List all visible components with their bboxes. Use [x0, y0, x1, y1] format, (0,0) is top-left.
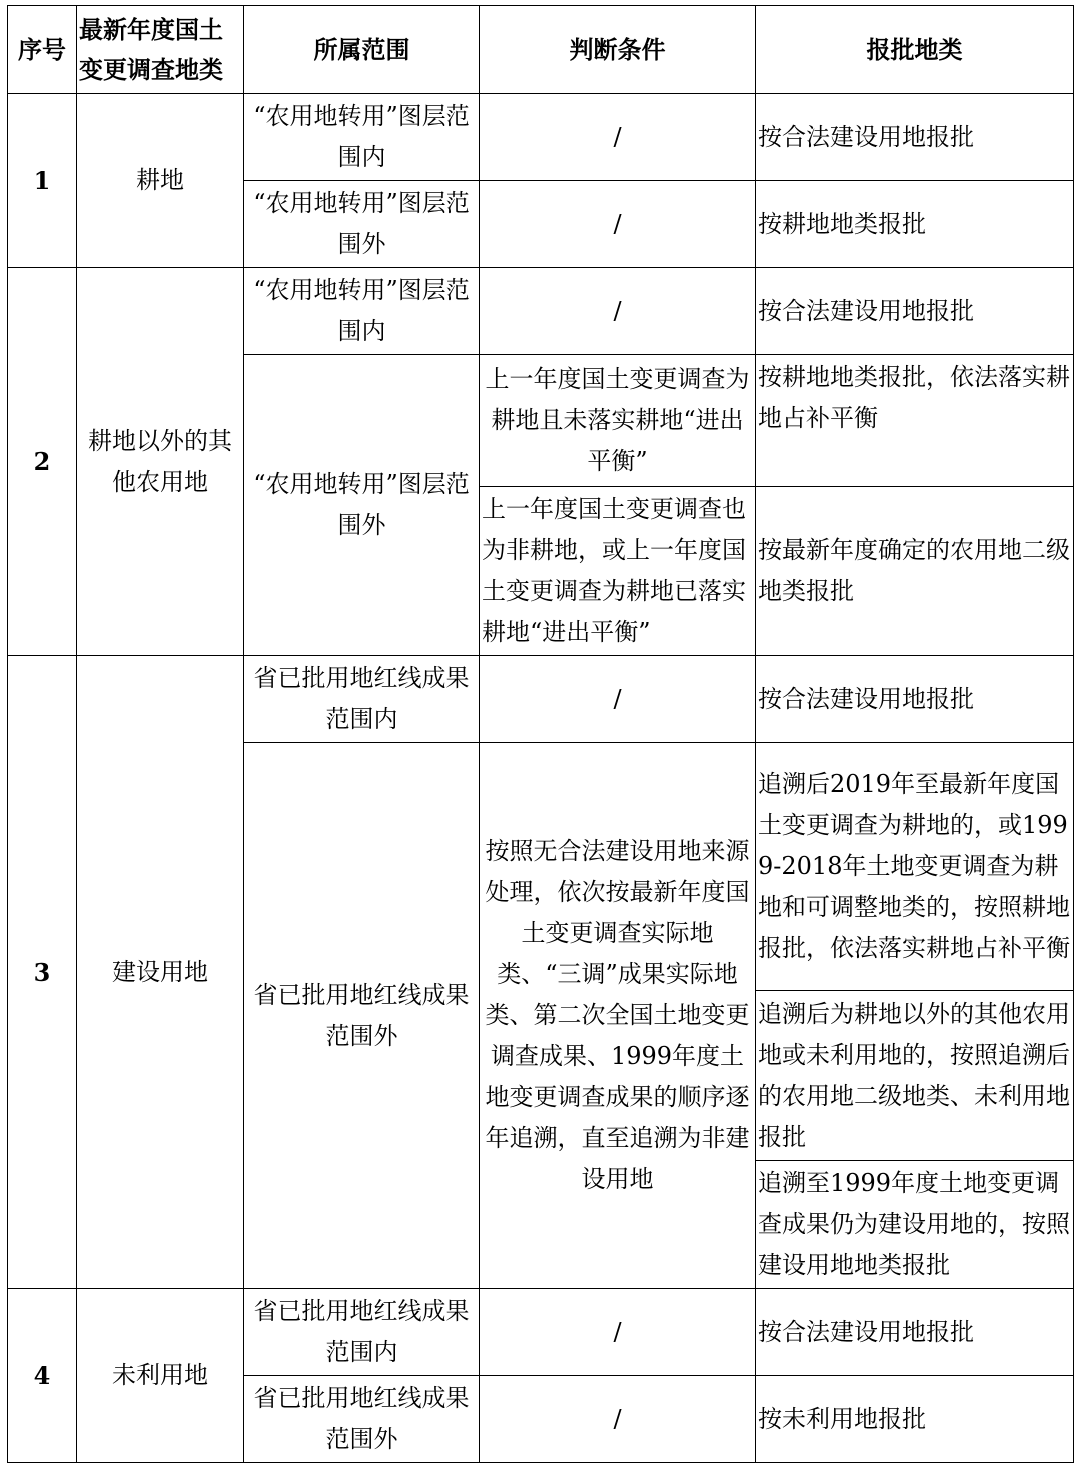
row-land-class: 耕地以外的其他农用地	[77, 268, 244, 656]
header-condition: 判断条件	[480, 6, 756, 94]
row-land-class: 未利用地	[77, 1289, 244, 1463]
land-approval-table	[7, 5, 1074, 1463]
row-approval: 按耕地地类报批，依法落实耕地占补平衡	[756, 355, 1074, 487]
row-approval: 按耕地地类报批	[756, 181, 1074, 268]
row-approval: 按合法建设用地报批	[756, 1289, 1074, 1376]
table-row	[8, 94, 1074, 181]
row-scope: “农用地转用”图层范围外	[244, 181, 480, 268]
row-condition: /	[480, 94, 756, 181]
row-seq: 3	[8, 656, 77, 1289]
row-approval: 按最新年度确定的农用地二级地类报批	[756, 487, 1074, 656]
row-seq: 2	[8, 268, 77, 656]
row-condition: 按照无合法建设用地来源处理，依次按最新年度国土变更调查实际地类、“三调”成果实际地类、第二次全国土地变更调查成果、1999年度土地变更调查成果的顺序逐年追溯，直至追溯为非建设用地	[480, 743, 756, 1289]
header-scope: 所属范围	[244, 6, 480, 94]
header-seq: 序号	[8, 6, 77, 94]
header-row	[8, 6, 1074, 94]
row-approval: 按合法建设用地报批	[756, 94, 1074, 181]
row-condition: 上一年度国土变更调查为耕地且未落实耕地“进出平衡”	[480, 355, 756, 487]
row-seq: 4	[8, 1289, 77, 1463]
row-scope: 省已批用地红线成果范围外	[244, 1376, 480, 1463]
row-approval: 追溯至1999年度土地变更调查成果仍为建设用地的，按照建设用地地类报批	[756, 1161, 1074, 1289]
row-condition: /	[480, 1376, 756, 1463]
row-scope: 省已批用地红线成果范围外	[244, 743, 480, 1289]
row-approval: 按未利用地报批	[756, 1376, 1074, 1463]
table-row	[8, 268, 1074, 355]
row-land-class: 建设用地	[77, 656, 244, 1289]
row-seq: 1	[8, 94, 77, 268]
row-land-class: 耕地	[77, 94, 244, 268]
row-condition: /	[480, 181, 756, 268]
row-scope: 省已批用地红线成果范围内	[244, 656, 480, 743]
row-scope: “农用地转用”图层范围内	[244, 268, 480, 355]
table-row	[8, 1289, 1074, 1376]
row-approval: 追溯后2019年至最新年度国土变更调查为耕地的，或1999-2018年土地变更调查为耕地和可调整地类的，按照耕地报批，依法落实耕地占补平衡	[756, 743, 1074, 991]
row-approval: 追溯后为耕地以外的其他农用地或未利用地的，按照追溯后的农用地二级地类、未利用地报批	[756, 991, 1074, 1161]
row-scope: “农用地转用”图层范围内	[244, 94, 480, 181]
row-scope: 省已批用地红线成果范围内	[244, 1289, 480, 1376]
row-approval: 按合法建设用地报批	[756, 656, 1074, 743]
row-condition: /	[480, 656, 756, 743]
row-condition: /	[480, 268, 756, 355]
row-condition: /	[480, 1289, 756, 1376]
row-approval: 按合法建设用地报批	[756, 268, 1074, 355]
row-scope: “农用地转用”图层范围外	[244, 355, 480, 656]
row-condition: 上一年度国土变更调查也为非耕地，或上一年度国土变更调查为耕地已落实耕地“进出平衡”	[480, 487, 756, 656]
table-row	[8, 656, 1074, 743]
header-land-class: 最新年度国土变更调查地类	[77, 6, 244, 94]
header-approval: 报批地类	[756, 6, 1074, 94]
